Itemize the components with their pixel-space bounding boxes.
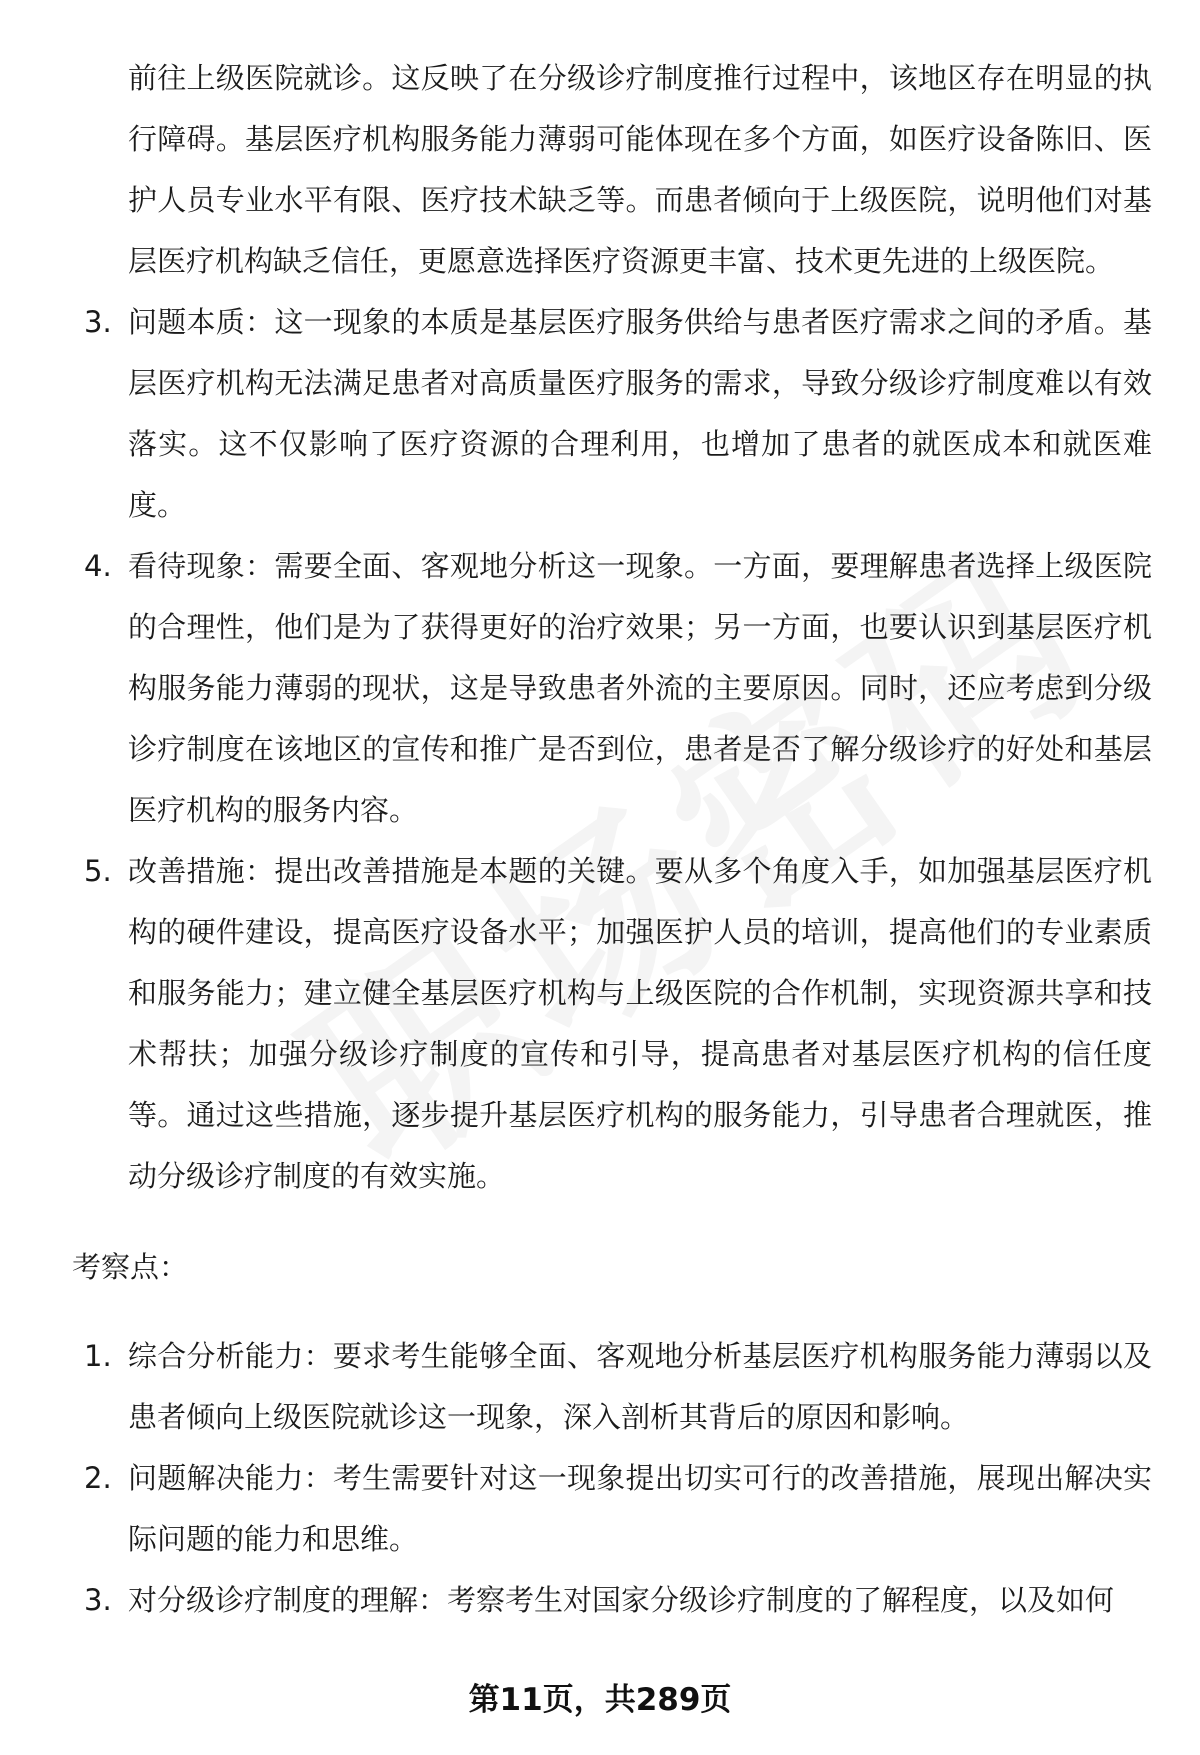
list-item [72,536,1152,841]
analysis-list [72,292,1152,1207]
list-item [72,841,1152,1207]
list-number: 1. [84,1339,112,1373]
list-number: 2. [84,1461,112,1495]
list-number: 3. [84,1583,112,1617]
list-item-text: 问题解决能力：考生需要针对这一现象提出切实可行的改善措施，展现出解决实际问题的能力和思维。 [128,1461,1152,1556]
list-item-text: 对分级诊疗制度的理解：考察考生对国家分级诊疗制度的了解程度，以及如何 [128,1583,1115,1617]
list-item-text: 改善措施：提出改善措施是本题的关键。要从多个角度入手，如加强基层医疗机构的硬件建设，提高医疗设备水平；加强医护人员的培训，提高他们的专业素质和服务能力；建立健全基层医疗机构与上级医院的合作机制，实现资源共享和技术帮扶；加强分级诊疗制度的宣传和引导，提高患者对基层医疗机构的信任度等。通过这些措施，逐步提升基层医疗机构的服务能力，引导患者合理就医，推动分级诊疗制度的有效实施。 [128,854,1152,1193]
list-item [72,1448,1152,1570]
list-item [72,1326,1152,1448]
list-item-text: 看待现象：需要全面、客观地分析这一现象。一方面，要理解患者选择上级医院的合理性，他们是为了获得更好的治疗效果；另一方面，也要认识到基层医疗机构服务能力薄弱的现状，这是导致患者外流的主要原因。同时，还应考虑到分级诊疗制度在该地区的宣传和推广是否到位，患者是否了解分级诊疗的好处和基层医疗机构的服务内容。 [128,549,1152,827]
list-item-text: 综合分析能力：要求考生能够全面、客观地分析基层医疗机构服务能力薄弱以及患者倾向上级医院就诊这一现象，深入剖析其背后的原因和影响。 [128,1339,1152,1434]
section-title: 考察点： [72,1250,189,1284]
page-footer: 第11页，共289页 [468,1682,732,1718]
list-item [72,1570,1152,1631]
list-number: 3. [84,305,112,339]
list-item-text: 问题本质：这一现象的本质是基层医疗服务供给与患者医疗需求之间的矛盾。基层医疗机构无法满足患者对高质量医疗服务的需求，导致分级诊疗制度难以有效落实。这不仅影响了医疗资源的合理利用，也增加了患者的就医成本和就医难度。 [128,305,1152,522]
list-item [72,292,1152,536]
page-content [72,48,1152,1631]
exam-points-list [72,1326,1152,1631]
list-number: 4. [84,549,112,583]
list-number: 5. [84,854,112,888]
intro-paragraph: 前往上级医院就诊。这反映了在分级诊疗制度推行过程中，该地区存在明显的执行障碍。基层医疗机构服务能力薄弱可能体现在多个方面，如医疗设备陈旧、医护人员专业水平有限、医疗技术缺乏等。而患者倾向于上级医院，说明他们对基层医疗机构缺乏信任，更愿意选择医疗资源更丰富、技术更先进的上级医院。 [128,61,1152,278]
